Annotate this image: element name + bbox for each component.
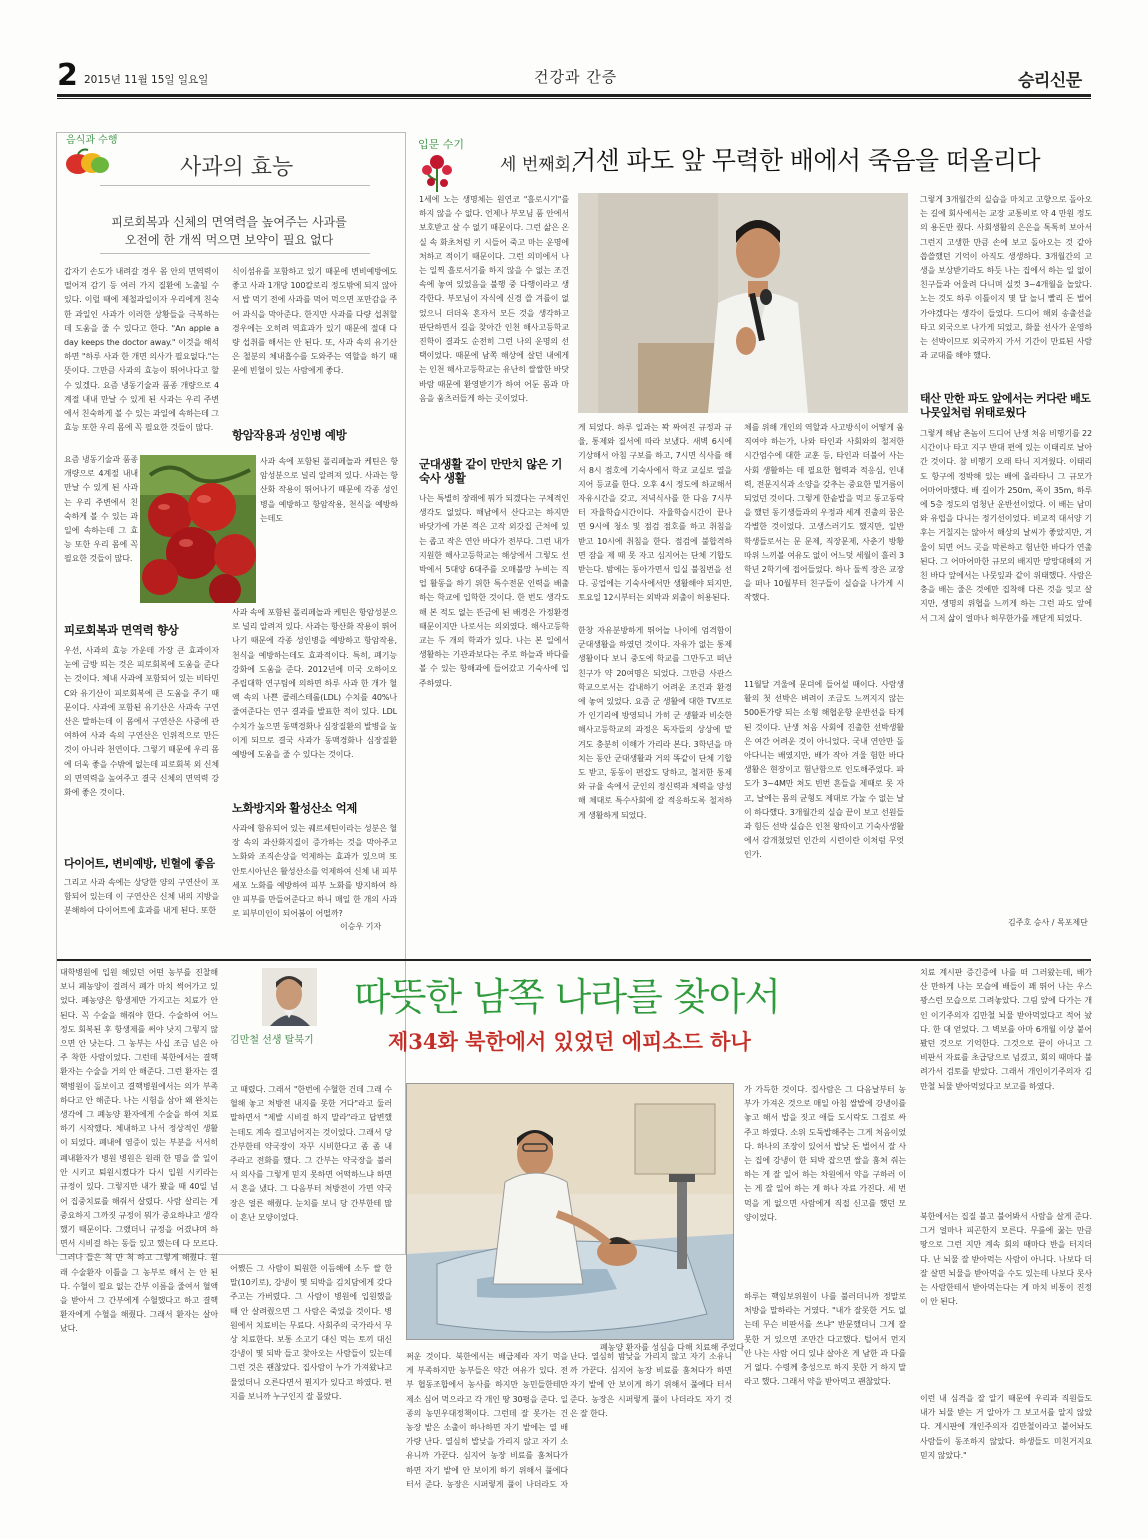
section-divider [57,959,1091,961]
south-body-col5: 치료 계시판 증긴증에 나를 떠 그러왔는데, 배가 산 만하게 나는 모습에 배들이 꽤 뛰어 나는 우스꽝스런 모습으로 그려놓았다. 그림 앞에 다가는 개인 이기주의자 김만철 뇌물 받아먹었다고 적어 놨다. 한 대 얻었다. 그 벽보를 아마 6개월 이상 붙어 봤던 것으로 기억한다. 그것으로 끝이 아니고 그 비판서 자료를 초급당으로 넘겼고, 회의 때마다 불려가서 검토를 받았다. 그래서 개인이기주의자 김만철 뇌물 받아먹었다고 보고를 하였다. [920,968,1092,1091]
masthead-rule [57,94,1091,97]
south-body-col1: 대학병원에 입원 해있던 어떤 농부를 진찰해 보니 폐농양이 걸려서 폐가 마치 썩어가고 있었다. 폐농양은 항생제만 가지고는 치료가 안 된다. 꼭 수술을 해줘야 한다. 수술하여 어느 정도 회복된 후 항생제를 써야 낫지 그렇지 않으면 안 낫는다. 그 농부는 사십 조금 넘은 아주 착한 사람이었다. 그런데 북한에서는 결핵환자는 수술을 거의 안 해준다. 그런 환자는 결핵병원이 돌보이고 결핵병원에서는 의가 부족하다고 안 해준다. 나는 시험을 삼아 왜 완치는 생각에 그 폐농양 환자에게 수술을 하여 치료하기 시작했다. 체내하고 나서 정상적인 생활이 되었다. 폐내에 염증이 있는 부분을 서서히 [60,968,218,1148]
apple-body-fatigue: 우선, 사과의 효능 가운데 가장 큰 효과이자 눈에 금방 띄는 것은 피로회복에 도움을 준다는 것이다. 체내 사과에 포함되어 있는 비타민 C와 유기산이 피로회복에 큰 도움을 주기 때문이다. 사과에 포함된 유기산은 사과속 구연산은 말하는데 이 몸에서 구연산은 사중에 관여하여 사과 속의 구연산은 인위적으로 만든 것이 아니라 천연이다. 그렇기 때문에 우리 몸에 더욱 좋을 수밖에 없는데 피로회복 외 신체의 면역력을 높여주고 결국 신체의 면역력 강화에 좋은 것이다. [64,646,219,798]
testimony-heading-wave: 태산 만한 파도 앞에서는 커다란 배도 나뭇잎처럼 위태로웠다 [920,392,1091,419]
south-body-col4b: 하루는 핵임보위원이 나를 불러더니까 정말로 처방을 말하라는 거였다. "내가 잘못한 거도 없는데 무슨 비판서를 쓰냐" 반문했더니 그게 잘못한 거 있으면 조만간 다고했다. 털어서 먼지 안 나는 사람 어디 있냐 살아온 게 남한 과 다를 거 없다. 수령께 충성으로 하지 못한 거 하지 말라고 했다. 그래서 약을 받아먹고 괜찮았다. [744,1292,906,1387]
apple-byline: 이승우 기자 [340,922,382,931]
testimony-title-prefix: 세 번째회, [500,155,577,175]
apple-column-label: 음식과 수행 [66,135,118,146]
testimony-body-col2b: 한창 자유분방하게 뛰어놀 나이에 엄격함이 군대생활을 하였던 것이다. 자유가 없는 통제생활이다 보니 중도에 학교를 그만두고 떠난 친구가 약 20여명은 되었다. 그만큼 사관스 학교으로서는 감내하기 어려운 조건과 환경에 놓여 있었다. 요즘 군 생활에 대한 TV프로가 인기리에 방영되니 가히 군 생활과 비슷한 해사고등학교의 과정은 독자들의 상상에 맡겨도 충분히 이해가 가리라 본다. 3학년을 마치는 동안 군대생활과 거의 똑같이 단체 기합도 받고, 동동이 편잡도 당하고, 철저한 통제와 규율 속에서 군인의 정신력과 체력을 양성해 체대로 특수사회에 잘 적응하도록 철저하게 생활하게 되었다. [578,626,732,820]
south-body-col3b: 난다. 열심히 밤낮을 가리지 않고 자기 소유니까 가꾼다. 심지어 농장 비료를 훔쳐다가 하면 자기 밭에 안 보이게 하기 위해서 풀에다 터서 준다. 농장은 시퍼렇게 풀이 나더라도 자기 것은 잘 한다. [570,1352,732,1418]
apple-body-col2: 식이섬유를 포함하고 있기 때문에 변비예방에도 좋고 사과 1개당 100칼로리 정도밖에 되지 않아서 밥 먹기 전에 사과를 먹어 먹으면 포만감을 주어 과식을 막아준다. 한지만 사과를 다량 섭취할 경우에는 오히려 역효과가 있기 때문에 절대 다량 섭취를 해서는 안 된다. 또, 사과 속의 유기산은 철분의 체내흡수를 도와주는 역할을 하기 때문에 빈혈이 있는 사람에게 좋다. [232,267,397,376]
apple-title-rule [100,185,370,186]
apple-photo [140,455,256,603]
testimony-body-col2: 게 되었다. 하루 일과는 꽉 짜여진 규정과 규율, 통제와 질서에 따라 보냈다. 새벽 6시에 기상해서 아침 구보를 하고, 7시면 식사를 해서 8시 점호에 기숙사에서 학교 교실로 열을 지어 등교를 한다. 오후 4시 정도에 하교해서 자유시간을 갖고, 저녁식사를 한 다음 7시부터 자율학습시간이다. 자율학습시간이 끝나면 9시에 청소 및 점검 점호를 하고 취침을 받고 10시에 취침을 한다. 점검에 불합격하면 잠을 제 때 못 자고 심지어는 단체 기합도 받는다. 밤에는 동아가면서 입실 불침번을 선다. 공업에는 기숙사에서만 생활해야 되지만, 토요일 12시부터는 외박과 외출이 허용된다. [578,423,732,603]
testimony-body-col1b: 나는 특별히 장래에 뭐가 되겠다는 구체적인 생각도 없었다. 해남에서 산다고는 하지만 바닷가에 가본 적은 고작 외갓집 근처에 있는 좁고 작은 연안 바다가 전부다. 그런 내가 지원한 해사고등학교는 해상에서 그렇도 선박에서 5대양 6대주를 오매불망 누비는 직업 활동을 하기 위한 특수전문 인력을 배출하는 학교에 입학한 것이다. 한 번도 생각도 해 본 적도 없는 뜬금에 된 배경은 가정환경 때문이지만 나로서는 의외였다. 해사고등학교는 두 개의 학과가 있다. 나는 본 일에서 생활하는 기관과보다는 주로 하늘과 바다를 볼 수 있는 항해과에 들어갔고 기숙사에 입주하였다. [419,494,569,688]
south-episode: 제34화 북한에서 있었던 에피소드 하나 [388,1029,751,1054]
testimony-body-col3: 체를 위해 개인의 역할과 사고방식이 어떻게 움직여야 하는가, 나와 타인과 사회와의 철저한 시간엄수에 대한 교훈 등, 타인과 더불어 사는 사회 생활하는 데 필요한 협력과 적응심, 인내력, 전문지식과 소양을 갖추는 중요한 밑거름이 되었던 것이다. 그렇게 한솥밥을 먹고 동고동락을 했던 동기생들과의 우정과 세계 진출의 꿈은 각별한 것이었다. 고생스러기도 했지만, 일반 학생들로서는 문 문제, 직장문제, 사춘기 방황 따위 느끼볼 여유도 없이 어느덧 세월이 흘러 3학년 2학기에 접어들었다. 하나 둘씩 장은 교장을 떠나 10월부터 친구들이 실습을 나가게 시작했다. [744,423,904,603]
apple-heading-antioxidant: 항암작용과 성인병 예방 [232,428,347,442]
testimony-body-col4b: 그렇게 해남 촌놈이 드디어 난생 처음 비행기를 22시간이나 타고 지구 반대 편에 있는 이태리로 날아간 것이다. 참 비행기 오래 타니 지겨웠다. 이태리 도 항구에 정박해 있는 배에 올라타니 그 규모가 어마어마했다. 배 길이가 250m, 폭이 35m, 하루에 5층 정도의 엄청난 운반선이었다. 이 배는 남미와 유럽을 다니는 정기선이었다. 비교적 대서양 기후는 거칠지는 않아서 해상의 날씨가 좋았지만, 겨울이 되면 어느 곳을 막론하고 험난한 바다가 연출된다. 그 어마어마한 규모의 배지만 망망대해의 거친 바다 앞에서는 나뭇잎과 같이 위태했다. 사람은 충을 배는 줄은 것에만 집착해 다른 것을 잊고 살지만, 생명의 위협을 느끼게 하는 그런 파도 앞에서 그저 삶이 얼마나 허무한가를 깨닫게 되었다. [920,429,1092,623]
testimony-byline: 김주호 승사 / 목포제단 [1008,918,1088,927]
south-body-col5b: 북한에서는 집질 불고 불어봐서 사람을 살게 준다. 그거 얼마나 피곤한지 모른다. 무릎에 꿇는 만큼 땅으로 그런 지만 계속 회의 때마다 반을 터지더 다. 난 뇌물 잘 받아먹는 사람이 아니다. 나보다 더 잘 살면 뇌물을 받아먹을 수도 있는데 나보다 못사는 사람한테서 받아먹는다는 게 마치 비통이 진정이 안 된다. [920,1212,1092,1307]
testimony-title: 거센 파도 앞 무력한 배에서 죽음을 떠올리다 [572,146,1040,175]
apple-body-cancer-narrow: 사과 속에 포함된 폴리페놀과 케틴은 항암성분으로 널리 알려져 있다. 사과는 항산화 작용이 뛰어나기 때문에 각종 성인병을 예방하고 항암작용, 천식을 예방하는데도 [260,457,398,523]
apple-subtitle-2: 오전에 한 개씩 먹으면 보약이 필요 없다 [124,233,334,247]
apple-body-col1: 갑자기 손도가 내려갈 경우 몸 안의 면역력이 떨어져 감기 등 여러 가지 질환에 노출될 수 있다. 이럴 때에 제철과일이자 우리에게 친숙한 과일인 사과가 이러한 상황들을 극복하는 데 도움을 줄 수 있다고 한다. "An apple a day keeps the doctor away." 이것을 해석하면 "하루 사과 한 개면 의사가 필요없다."는 뜻이다. 그만큼 사과의 효능이 뛰어나다고 할 수 있겠다. 요즘 냉동기술과 품종 개량으로 4계절 내내 만날 수 있게 된 사과는 우리 주변에서 친숙하게 볼 수 있는 과일에 속하는데 그 효능 또한 우리 몸에 꼭 필요한 것들이 많다. [64,267,219,433]
south-body-col5c: 이런 내 심격을 잘 알기 때문에 우리과 직원들도 내가 뇌물 받는 거 알아가 그 보고서를 알지 않았다. 게시판에 개인주의자 김만철이라고 붙어놔도 사람들이 동조하지 않았다. 하생들도 미친거지요 믿지 않았다." [920,1394,1092,1460]
testimony-photo [578,193,908,413]
testimony-body-col4: 그렇게 3개월간의 실습을 마치고 고향으로 돌아오는 길에 회사에서는 교장 교통비로 약 4 만원 정도의 용돈만 줬다. 사회생활의 은은을 톡톡히 보아서 그런지 고생한 만큼 손에 보고 돌아오는 것 같아 씁쓸했던 기억이 아직도 생생하다. 3개월간의 고생을 보상받기라도 하듯 나는 집에서 하는 일 없이 친구들과 어울려 다니며 실컷 3~4개월을 놀았다. 노는 것도 하루 이틀이지 몇 달 놀니 빨리 돈 벌어 가야겠다는 생각이 들었다. 드디어 해외 송출선을 타고 외국으로 나가게 되었고, 화물 선사가 운영하는 선박이므로 외국까지 가서 기간이 만료된 사람과 교대를 해야 했다. [920,195,1092,361]
testimony-column-label: 입문 수기 [418,138,465,151]
south-body-col3: 쩌운 것이다. 북한에서는 배급제라 자기 먹을 게 부족하지만 농부들은 약간 여유가 있다. 전부 협동조합에서 농사를 하지만 농민들한테만 제소 심어 먹으라고 각 개인 땅 30평을 준다. 일종의 농민우대정책이다. 그런데 잘 못가는 건 농장 밭은 소출이 하나하면 자기 밭에는 열 배 가량 난다. 열심히 밥낮을 가리지 않고 자기 소유니까 가꾼다. 심지어 농장 비료를 훔쳐다가 하면 자기 밭에 안 보이게 하기 위해서 풀에다 터서 준다. 농장은 시퍼렇게 풀이 나더라도 자 [406,1352,568,1489]
south-body-col2b: 어쨌든 그 사람이 퇴원한 이듬해에 소두 쌀 한 말(10키로), 강냉이 몇 되박을 김치담에게 갖다 주고는 가버렸다. 그 사람이 병원에 입원했을 때 안 살려줬으면 그 사람은 죽었을 것이다. 병원에서 치료비는 무료다. 사회주의 국가라서 무상 치료한다. 보통 소고기 대신 먹는 토끼 대신 강냉이 몇 되박 들고 찾아오는 사람들이 있는데 그런 것은 괜찮았다. 집사람이 누가 가져왔냐고 물었더니 오른다면서 뭔지가 있다고 하였다. 편지를 보니까 누구인지 잘 몰랐다. [230,1264,392,1401]
south-body-col1b: 폐내환자가 병원 병원은 원래 한 명을 쓸 일이 안 시키고 퇴원시켰다가 다시 입원 시키라는 규정이 있다. 그렇지만 내가 봤을 때 40일 넘어 집중치료를 해줘서 살렸다. 사람 살리는 게 중요하지 그까짓 규정이 뭐가 중요하냐고 생각했기 때문이다. 그랬더니 규정을 어겼냐며 하면서 시비걸 하는 동들 있고 했는데 다 모르다. 그러나 들은 척 만 척 하고 그렇게 해줬다. 원래 수술환자 이틀을 그 농부로 해서 는 안 된다. 수혈이 필요 없는 간부 이름을 줄여서 혈액을 받아서 그 간부에게 수혈했다고 하고 결핵환자에게 수혈을 해줬다. 그래서 환자는 살아났다. [60,1154,218,1334]
paper-name: 승리신문 [1018,71,1082,91]
section-title: 건강과 간증 [534,68,618,86]
south-title: 따뜻한 남쪽 나라를 찾아서 [354,975,781,1019]
testimony-body-col3b: 11월달 겨울에 문뎌에 들어설 때이다. 사람생활의 첫 선박은 벼려이 조금도 느껴지지 않는 500톤가량 되는 소형 해협운항 운반선을 타게 된 것이다. 난생 처음 사회에 진출한 선박생활은 여간 어려운 것이 아니었다. 국내 연안만 돌아다니는 배였지만, 배가 작아 겨울 험한 바다 생활은 현장이고 험난함으로 인도해주었다. 파도가 3~4M만 쳐도 빈번 흔들을 제때로 못 자고, 날에는 몸의 균형도 제대로 가눌 수 없는 날이 하다했다. 3개월간의 실습 끝이 보고 선원들과 힘든 선박 실습은 인천 왕따이고 기숙사생활에서 감개쳤었던 인간의 시련이란 이처럼 무엇인가. [744,680,904,860]
apple-heading-aging: 노화방지와 활성산소 억제 [232,801,358,815]
issue-date: 2015년 11월 15일 일요일 [84,74,209,86]
apple-subtitle-1: 피로회복과 신체의 면역력을 높여주는 사과를 [111,215,347,229]
apple-heading-fatigue: 피로회복과 면역력 향상 [64,623,179,637]
apple-body-cancer: 사과 속에 포함된 폴리페놀과 케틴은 항암성분으로 널리 알려져 있다. 사과는 항산화 작용이 뛰어나기 때문에 각종 성인병을 예방하고 항암작용, 천식을 예방하는데도 효과적이다. 특히, 폐기능 강화에 도움을 준다. 2012년에 미국 오하이오 주립대학 연구팀에 의하면 하루 사과 한 개가 혈액 속의 나쁜 콜레스테롤(LDL) 수치를 40%나 줄여준다는 연구 결과를 발표한 적이 있다. LDL수치가 높으면 동맥경화나 심장질환의 발병을 높이게 되므로 결국 사과가 동맥경화나 심장질환 예방에 도움을 줄 수 있다는 것이다. [232,608,397,760]
rose-icon [418,152,456,194]
page-number: 2 [57,58,78,93]
apple-body-aging: 사과에 함유되어 있는 퀘르세틴이라는 성분은 혈장 속의 과산화지질이 증가하는 것을 막아주고 노화와 조직손상을 억제하는 효과가 있으며 또 안토시아닌은 활성산소를 억제하여 신체 내 피부세포 노화를 예방하여 피부 노화를 방지하여 하얀 피부를 만들어준다고 하니 매일 한 개의 사과로 피부미인이 되어봄이 어떨까? [232,824,397,919]
author-portrait [262,968,317,1026]
testimony-body-col1: 1세에 노는 생명체는 원연코 "흘로시기"를 하지 않을 수 없다. 언제나 부모님 품 안에서 보호받고 살 수 없기 때문이다. 그런 삶은 온실 속 화초처럼 키 시들어 죽고 마는 운명에 처하고 적이기 때문이다. 그런 의미에서 나는 일찍 흘로서기를 하지 않을 수 없는 조건 속에 놓여 있었음을 불행 중 다행이라고 생각한다. 부모님이 자식에 신경 쓸 겨를이 없었으니 더더욱 혼자서 모든 것을 생각하고 판단하면서 길을 찾아간 인천 해사고등학교 진학이 결과도 순전히 그런 나의 운명의 선택이었다. 때문에 남쪽 해상에 살던 내에게는 인천 해사고등학교는 유난히 쌀쌀한 바닷바람 때문에 환영받기가 하여 어둔 몸과 마음을 움츠러들게 하는 곳이었다. [419,195,569,403]
author-label: 김만철 선생 탈북기 [230,1035,314,1046]
apple-title: 사과의 효능 [180,155,294,180]
apple-icon [64,146,110,176]
illustration-caption: 폐농양 환자를 성심을 다해 치료해 주었다 [600,1343,745,1352]
apple-body-diet: 그리고 사과 속에는 상당한 양의 구연산이 포함되어 있는데 이 구연산은 신체 내의 지방을 분해하여 다이어트에 효과를 내게 된다. 또한 [64,878,219,916]
apple-heading-diet: 다이어트, 변비예방, 빈혈에 좋음 [64,857,215,870]
apple-subtitle-rule [100,253,370,254]
apple-body-col1-lower: 요즘 냉동기술과 품종 개량으로 4계절 내내 만날 수 있게 된 사과는 우리 주변에서 친숙하게 볼 수 있는 과일에 속하는데 그 효능 또한 우리 몸에 꼭 필요한 것들이 많다. [64,455,138,564]
south-body-col4: 가 가득한 것이다. 집사람은 그 다음날부터 농부가 가져온 것으로 매일 아침 쌀밥에 강냉이를 놓고 해서 밥을 짓고 애들 도시락도 그걸로 싸주고 하였다. 소위 도둑밥해주는 그게 처음이었다. 하나의 조장이 있어서 밥낮 돈 벌어서 잘 사는 집에 강냉이 한 되박 잡으면 쌀을 훔쳐 줘는 하는 게 잘 일어 하는 차원에서 약을 구하러 이는 게 잘 일어 하는 게 하나 자료 가진다. 세 번 먹을 게 없으면 사람에게 직접 신고를 했던 모양이었다. [744,1085,906,1222]
illustration [406,1083,734,1340]
testimony-heading-military: 군대생활 같이 만만치 않은 기숙사 생활 [419,457,562,485]
masthead-rule-thin [57,98,1091,99]
south-body-col2: 고 때렸다. 그래서 "한번에 수혈한 건데 그래 수혈해 놓고 처방전 내지를 못한 거다"라고 둘러말하면서 "제발 시비걸 하지 말라"라고 답변했는데도 계속 걸고넘어지는 것이었다. 그래서 당간부한테 약국장이 자꾸 시비한다고 좀 좀 내 주라고 전화를 했다. 그 간부는 약국장을 불러서 의사를 그렇게 믿지 못하면 어떡하느냐 하면서 혼을 냈다. 그 다음부터 처방전이 가면 약국장은 얼른 해줬다. 눈치를 보니 당 간부한테 많이 혼난 모양이었다. [230,1085,392,1222]
